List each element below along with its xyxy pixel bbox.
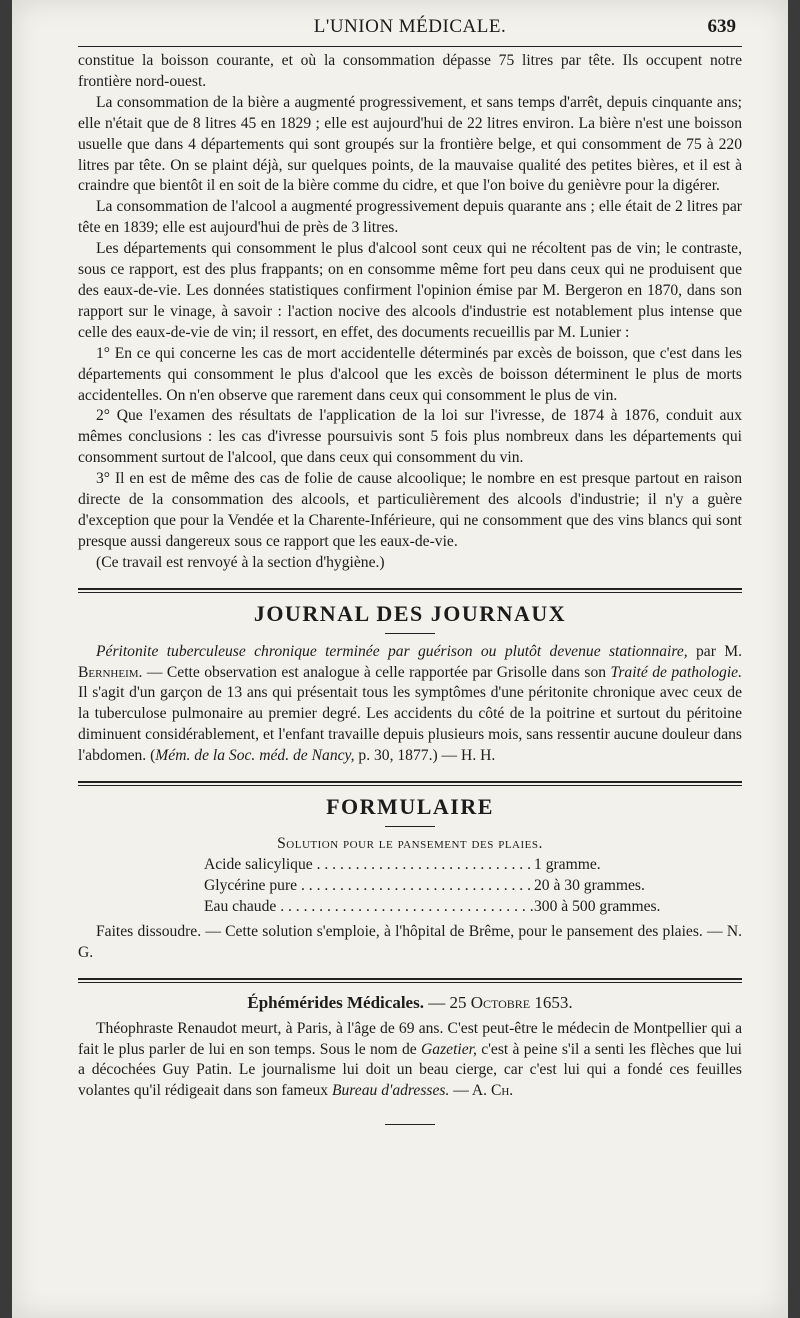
short-divider — [385, 633, 435, 634]
section-divider — [78, 588, 742, 593]
short-divider — [385, 826, 435, 827]
entry-text-1: — Cette observation est analogue à celle rapportée par Grisolle dans son — [142, 663, 611, 681]
formulaire-heading: FORMULAIRE — [326, 794, 494, 820]
formulaire-subheading: Solution pour le pansement des plaies. — [277, 835, 543, 853]
ephemerides-title: Éphémérides Médicales. — [247, 992, 424, 1012]
ingredient-qty: 1 gramme. — [534, 856, 601, 874]
header-rule — [78, 46, 742, 47]
article-body — [78, 51, 742, 574]
paragraph-1: constitue la boisson courante, et où la consommation dépasse 75 litres par tête. Ils occupent notre frontière nord-ouest. — [78, 52, 742, 90]
ephem-gazetier: Gazetier, — [421, 1040, 477, 1058]
page-sheet — [12, 0, 788, 1318]
ingredient-name: Eau chaude . . . — [204, 897, 534, 918]
paragraph-2: La consommation de la bière a augmenté progressivement, et sans temps d'arrêt, depuis cinquante ans; elle n'était que de 8 litres 45 en 1829 ; elle est aujourd'hui de 22 litres environ. La bière n'est une boisson usuelle que dans 4 départements qui sont groupés sur la frontière belge, et qui consomment de 75 à 220 litres par tête. On se plaint déjà, sur quelques points, de la mauvaise qualité des petites bières, et il est à craindre que bientôt il en soit de la bière comme du cidre, et que l'on boive du genièvre pour la digérer. — [78, 93, 742, 195]
running-head — [78, 0, 742, 46]
ingredient-name: Acide salicylique . . . — [204, 855, 534, 876]
ingredient-qty: 20 à 30 grammes. — [534, 877, 645, 894]
entry-title: Péritonite tuberculeuse chronique terminée par guérison ou plutôt devenue stationnaire, — [96, 642, 688, 660]
section-divider — [78, 781, 742, 786]
paragraph-7: 3° Il en est de même des cas de folie de cause alcoolique; le nombre en est presque partout en raison directe de la consommation des alcools, et particulièrement des alcools d'industrie; il n'y a guère d'exception que pour la Vendée et la Charente-Inférieure, qui ne consomment que des vins blancs qui sont presque aussi dangereux sous ce rapport que les eaux-de-vie. — [78, 470, 742, 550]
recipe-row — [78, 855, 742, 876]
journal-entry — [78, 642, 742, 767]
paragraph-3: La consommation de l'alcool a augmenté progressivement depuis quarante ans ; elle était de 2 litres par tête en 1839; elle est aujourd'hui de près de 3 litres. — [78, 198, 742, 237]
journal-section-heading: JOURNAL DES JOURNAUX — [253, 600, 567, 626]
entry-author: M. Bernheim. — [78, 642, 742, 681]
recipe-row — [78, 876, 742, 897]
entry-by: par — [687, 642, 725, 660]
journal-title: L'UNION MÉDICALE. — [313, 16, 507, 37]
ephemerides-heading — [78, 993, 742, 1013]
ephem-text-3: — A. Ch. — [449, 1082, 514, 1100]
paragraph-8: (Ce travail est renvoyé à la section d'hygiène.) — [96, 553, 385, 571]
ingredient-qty: 300 à 500 grammes. — [534, 897, 661, 915]
instructions-text: Faites dissoudre. — Cette solution s'emploie, à l'hôpital de Brême, pour le pansement des plaies. — N. G. — [78, 922, 742, 961]
page-number: 639 — [707, 16, 736, 37]
ephem-text-2: c'est à peine s'il a senti les flèches que lui a décochées Guy Patin. Le journalisme lui doit un beau cierge, car c'est lui qui a fondé ces feuilles volantes qu'il rédigeait dans son fameux — [78, 1040, 742, 1100]
ephemerides-entry — [78, 1019, 742, 1103]
recipe-list — [78, 855, 742, 918]
page-content — [78, 0, 742, 1125]
paragraph-5: 1° En ce qui concerne les cas de mort accidentelle déterminés par excès de boisson, que c'est dans les départements qui consomment le plus d'alcool que les excès de boisson déterminent le plus de morts accidentelles. On n'en observe que rarement dans ceux qui consomment le plus de vin. — [78, 344, 742, 404]
entry-text-3: p. 30, 1877.) — H. H. — [354, 747, 496, 765]
recipe-row — [78, 897, 742, 918]
section-divider — [78, 978, 742, 983]
paragraph-4: Les départements qui consomment le plus d'alcool sont ceux qui ne récoltent pas de vin; le contraste, sous ce rapport, est des plus frappants; on en consomme même fort peu dans ceux qui ne produisent que des eaux-de-vie. Les données statistiques confirment l'opinion émise par M. Bergeron en 1870, dans son rapport sur le vinage, à savoir : l'action nocive des alcools d'industrie est notablement plus intense que celle des eaux-de-vie de vin; il ressort, en effet, des documents recueillis par M. Lunier : — [78, 240, 742, 341]
entry-book: Traité de pathologie. — [610, 663, 742, 681]
ephemerides-date: — 25 Octobre 1653. — [423, 992, 573, 1012]
ephem-text-1: Théophraste Renaudot meurt, à Paris, à l'âge de 69 ans. C'est peut-être le médecin de Montpellier qui a fait le plus parler de lui en son temps. Sous le nom de — [78, 1019, 742, 1058]
ephem-bureau: Bureau d'adresses. — [331, 1082, 450, 1100]
ingredient-name: Glycérine pure . . . — [204, 876, 534, 897]
entry-source: Mém. de la Soc. méd. de Nancy, — [155, 747, 355, 765]
formulaire-instructions — [78, 922, 742, 964]
entry-text-2: Il s'agit d'un garçon de 13 ans qui présentait tous les symptômes d'une péritonite chronique avec ceux de la tuberculose pulmonaire au premier degré. Les accidents du côté de la poitrine et surtout du péritoine diminuent considérablement, et l'enfant travaille depuis plusieurs mois, sans ressentir aucune douleur dans l'abdomen. ( — [78, 684, 742, 765]
end-divider — [385, 1124, 435, 1125]
paragraph-6: 2° Que l'examen des résultats de l'application de la loi sur l'ivresse, de 1874 à 1876, conduit aux mêmes conclusions : les cas d'ivresse poursuivis sont 5 fois plus nombreux dans les départements qui consomment surtout de l'alcool, que dans ceux qui consomment du vin. — [78, 407, 742, 467]
